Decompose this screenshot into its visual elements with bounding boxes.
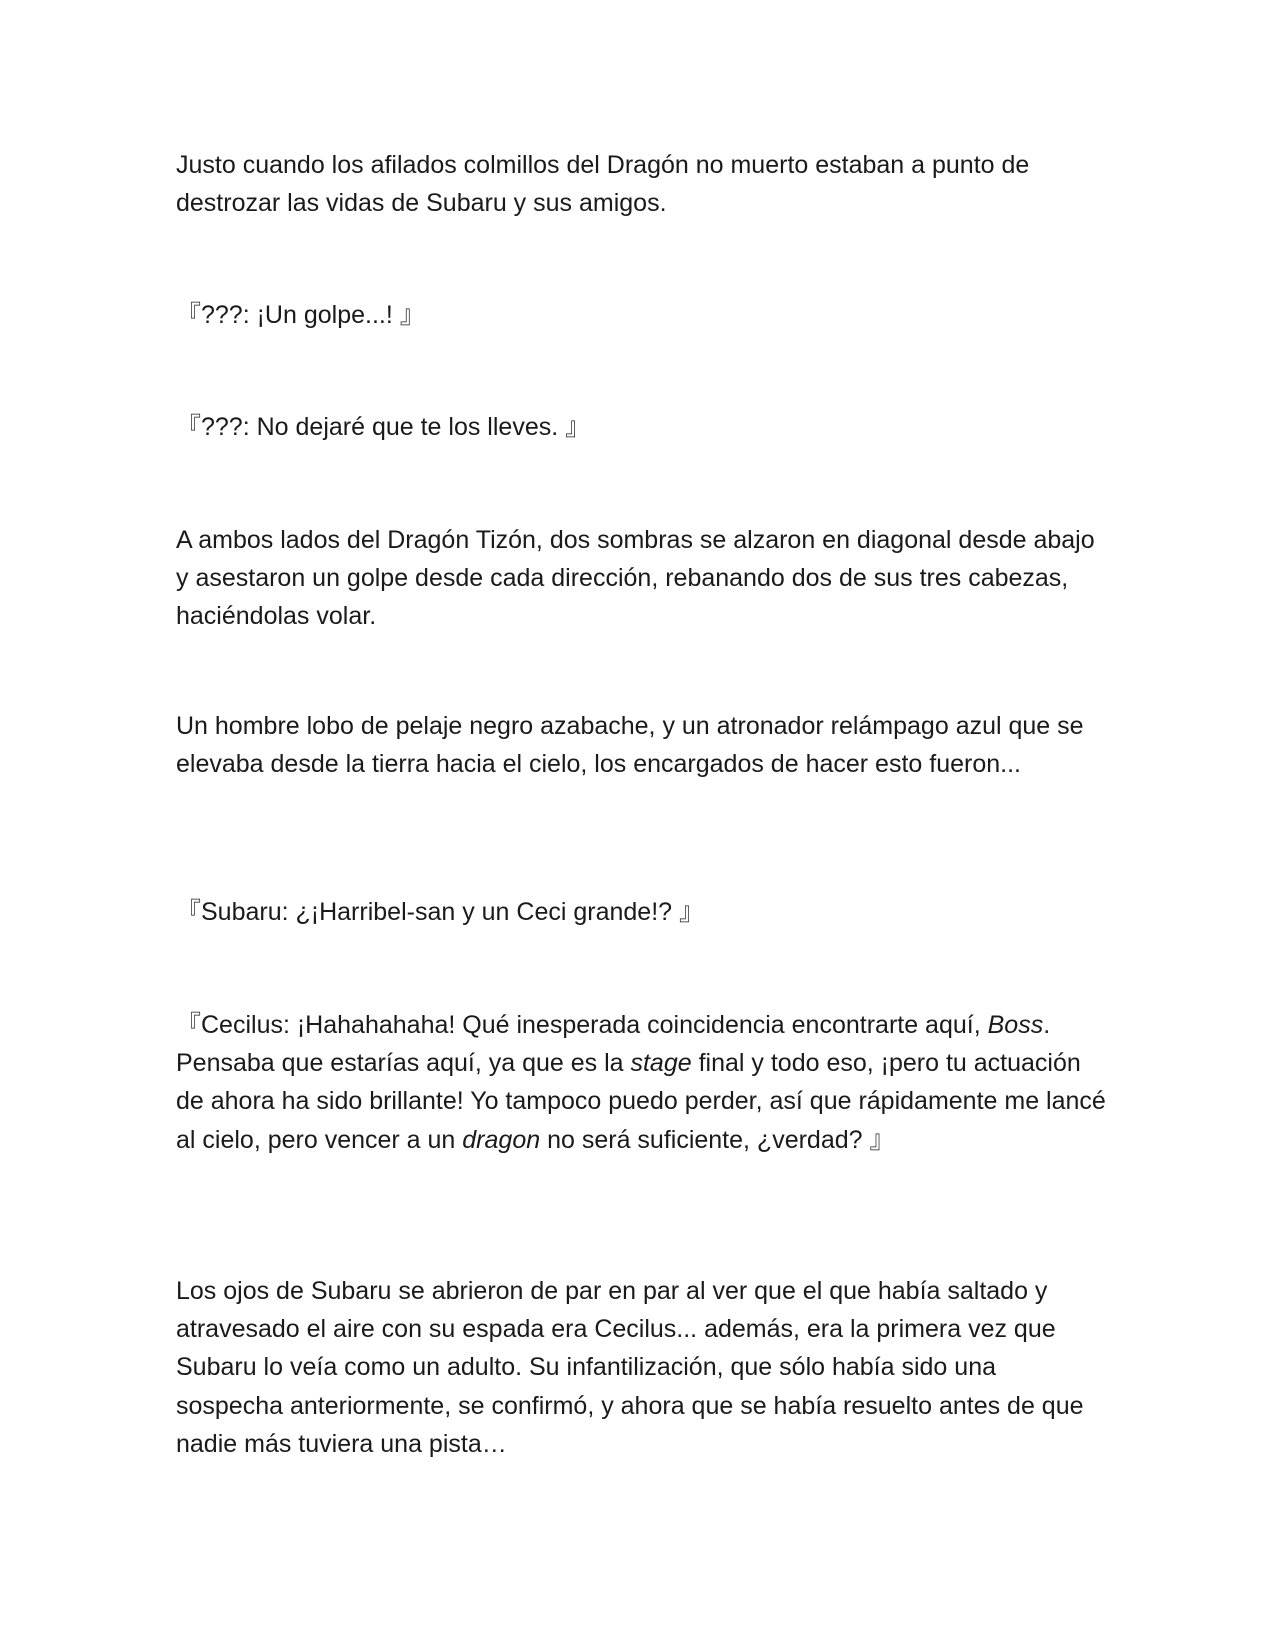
dialogue-line-2: 『???: No dejaré que te los lleves. 』	[176, 413, 591, 441]
dialogue-4-text-3: final y todo eso, ¡pero tu actuación de ahora ha sido brillante! Yo tampoco puedo perder, así que rápidamente me lancé al cielo, pero vencer a un	[176, 1049, 1106, 1154]
narration-paragraph-2: A ambos lados del Dragón Tizón, dos sombras se alzaron en diagonal desde abajo y asestaron un golpe desde cada dirección, rebanando dos de sus tres cabezas, haciéndolas volar.	[176, 526, 1095, 631]
dialogue-4-text-1: 『Cecilus: ¡Hahahahaha! Qué inesperada coincidencia encontrarte aquí,	[176, 1011, 988, 1039]
dialogue-4-italic-dragon: dragon	[462, 1125, 541, 1154]
dialogue-4-italic-boss: Boss	[987, 1011, 1044, 1039]
dialogue-4-text-2: . Pensaba que estarías aquí, ya que es la	[176, 1011, 1051, 1078]
narration-paragraph-1: Justo cuando los afilados colmillos del Dragón no muerto estaban a punto de destrozar las vidas de Subaru y sus amigos.	[176, 151, 1030, 218]
dialogue-line-4	[176, 1006, 1106, 1159]
dialogue-4-italic-stage: stage	[630, 1049, 692, 1078]
dialogue-line-1: 『???: ¡Un golpe...! 』	[176, 301, 425, 329]
dialogue-line-3: 『Subaru: ¿¡Harribel-san y un Ceci grande!? 』	[176, 898, 705, 926]
dialogue-4-text-4: no será suficiente, ¿verdad? 』	[540, 1125, 895, 1154]
narration-paragraph-3: Un hombre lobo de pelaje negro azabache, y un atronador relámpago azul que se elevaba desde la tierra hacia el cielo, los encargados de hacer esto fueron...	[176, 712, 1084, 779]
narration-paragraph-4: Los ojos de Subaru se abrieron de par en par al ver que el que había saltado y atravesado el aire con su espada era Cecilus... además, era la primera vez que Subaru lo veía como un adulto. Su infantilización, que sólo había sido una sospecha anteriormente, se confirmó, y ahora que se había resuelto antes de que nadie más tuviera una pista…	[176, 1277, 1084, 1458]
